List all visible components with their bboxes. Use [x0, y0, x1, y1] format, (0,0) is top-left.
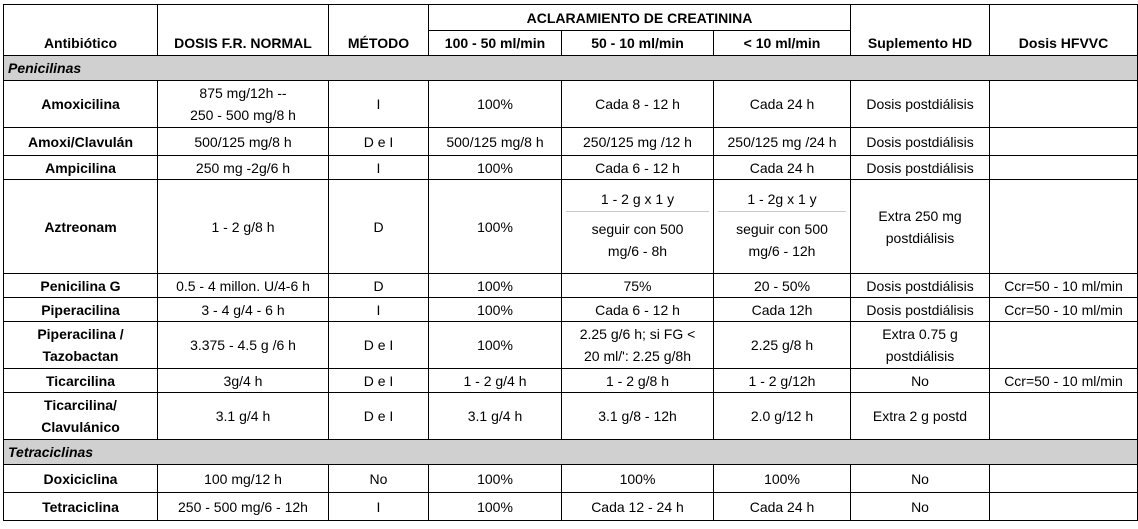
hd-supplement: [851, 180, 990, 274]
col-header-clearance-under-10: < 10 ml/min: [714, 31, 851, 56]
dose-line: 2.25 g/6 h; si FG <: [579, 326, 696, 342]
dose-clearance-under-10: Cada 24 h: [714, 81, 851, 128]
dose-initial: 1 - 2 g x 1 y: [566, 187, 709, 212]
section-label: Tetraciclinas: [4, 440, 1138, 465]
section-label: Penicilinas: [4, 56, 1138, 81]
drug-name: Ticarcilina: [4, 369, 158, 393]
drug-name: Piperacilina: [4, 298, 158, 322]
dose-clearance-50-10: 3.1 g/8 - 12h: [562, 393, 714, 440]
dose-clearance-50-10: 100%: [562, 465, 714, 493]
table-row: [4, 180, 1138, 274]
dose-clearance-100-50: 3.1 g/4 h: [429, 393, 562, 440]
hd-supplement: Dosis postdiálisis: [851, 156, 990, 180]
dose-clearance-100-50: 500/125 mg/8 h: [429, 128, 562, 156]
dose-clearance-under-10: Cada 24 h: [714, 493, 851, 521]
dose-clearance-50-10: 1 - 2 g/8 h: [562, 369, 714, 393]
drug-name-line: Clavulánico: [41, 419, 120, 435]
col-header-hfvvc: Dosis HFVVC: [990, 5, 1138, 56]
dose-maintenance: [566, 212, 709, 266]
table-row: [4, 81, 1138, 128]
method: D: [329, 274, 429, 298]
col-header-metodo: MÉTODO: [329, 5, 429, 56]
drug-name: Aztreonam: [4, 180, 158, 274]
normal-dose: 250 mg -2g/6 h: [158, 156, 329, 180]
drug-name: Doxiciclina: [4, 465, 158, 493]
normal-dose: 3 - 4 g/4 - 6 h: [158, 298, 329, 322]
hd-supplement: Dosis postdiálisis: [851, 274, 990, 298]
dose-clearance-100-50: 100%: [429, 322, 562, 369]
normal-dose-line: 250 - 500 mg/8 h: [190, 107, 296, 123]
dose-clearance-under-10: Cada 24 h: [714, 156, 851, 180]
dose-clearance-100-50: 100%: [429, 274, 562, 298]
table-row: [4, 128, 1138, 156]
normal-dose: 3g/4 h: [158, 369, 329, 393]
normal-dose: 3.375 - 4.5 g /6 h: [158, 322, 329, 369]
normal-dose-line: 875 mg/12h --: [199, 85, 287, 101]
table-row: [4, 156, 1138, 180]
hd-supplement: No: [851, 465, 990, 493]
dose-clearance-100-50: 100%: [429, 81, 562, 128]
dose-clearance-50-10: [562, 322, 714, 369]
dose-clearance-50-10: Cada 12 - 24 h: [562, 493, 714, 521]
hd-line: postdiálisis: [885, 348, 955, 364]
dose-clearance-100-50: 100%: [429, 180, 562, 274]
col-header-aclaramiento: ACLARAMIENTO DE CREATININA: [429, 5, 851, 31]
hfvvc-dose: [990, 322, 1138, 369]
table-row: [4, 298, 1138, 322]
dose-clearance-under-10: 1 - 2 g/12h: [714, 369, 851, 393]
method: I: [329, 298, 429, 322]
normal-dose: 0.5 - 4 millon. U/4-6 h: [158, 274, 329, 298]
dose-clearance-100-50: 100%: [429, 465, 562, 493]
method: I: [329, 156, 429, 180]
hd-supplement: [851, 322, 990, 369]
hfvvc-dose: Ccr=50 - 10 ml/min: [990, 274, 1138, 298]
drug-name-line: Tazobactan: [42, 348, 119, 364]
dose-clearance-under-10: 250/125 mg /24 h: [714, 128, 851, 156]
normal-dose: 3.1 g/4 h: [158, 393, 329, 440]
table-row: [4, 493, 1138, 521]
hd-supplement: Extra 2 g postd: [851, 393, 990, 440]
drug-name: Amoxi/Clavulán: [4, 128, 158, 156]
drug-name-line: Ticarcilina/: [44, 397, 117, 413]
dose-clearance-50-10: 250/125 mg /12 h: [562, 128, 714, 156]
method: D e I: [329, 393, 429, 440]
header-row-1: [4, 5, 1138, 31]
dose-clearance-50-10: Cada 8 - 12 h: [562, 81, 714, 128]
dose-clearance-under-10: [714, 180, 851, 274]
hfvvc-dose: [990, 465, 1138, 493]
table-row: [4, 369, 1138, 393]
hd-supplement: Dosis postdiálisis: [851, 298, 990, 322]
dose-clearance-100-50: 100%: [429, 298, 562, 322]
normal-dose: 100 mg/12 h: [158, 465, 329, 493]
normal-dose: [158, 81, 329, 128]
dose-line: mg/6 - 8h: [607, 243, 668, 259]
hfvvc-dose: Ccr=50 - 10 ml/min: [990, 369, 1138, 393]
dose-clearance-100-50: 100%: [429, 493, 562, 521]
method: I: [329, 493, 429, 521]
dose-clearance-50-10: Cada 6 - 12 h: [562, 298, 714, 322]
normal-dose: 250 - 500 mg/6 - 12h: [158, 493, 329, 521]
drug-name: [4, 393, 158, 440]
dose-clearance-under-10: 20 - 50%: [714, 274, 851, 298]
drug-name: Penicilina G: [4, 274, 158, 298]
hfvvc-dose: [990, 393, 1138, 440]
table-row: [4, 465, 1138, 493]
dose-clearance-50-10: 75%: [562, 274, 714, 298]
col-header-antibiotico: Antibiótico: [4, 5, 158, 56]
method: D e I: [329, 322, 429, 369]
hfvvc-dose: [990, 156, 1138, 180]
dose-clearance-under-10: 2.25 g/8 h: [714, 322, 851, 369]
method: D e I: [329, 128, 429, 156]
table-row: [4, 393, 1138, 440]
dose-clearance-100-50: 100%: [429, 156, 562, 180]
section-row-tetraciclinas: [4, 440, 1138, 465]
hfvvc-dose: [990, 81, 1138, 128]
method: No: [329, 465, 429, 493]
normal-dose: 500/125 mg/8 h: [158, 128, 329, 156]
drug-name: Ampicilina: [4, 156, 158, 180]
col-header-suplemento-hd: Suplemento HD: [851, 5, 990, 56]
dosing-table: [3, 4, 1138, 521]
hd-supplement: Dosis postdiálisis: [851, 128, 990, 156]
hd-line: Extra 0.75 g: [882, 326, 958, 342]
dose-initial: 1 - 2g x 1 y: [718, 187, 846, 212]
dose-clearance-under-10: 100%: [714, 465, 851, 493]
hd-supplement: Dosis postdiálisis: [851, 81, 990, 128]
dose-line: seguir con 500: [736, 221, 828, 237]
dose-line: 20 ml/': 2.25 g/8h: [584, 348, 691, 364]
dose-clearance-50-10: [562, 180, 714, 274]
dose-clearance-100-50: 1 - 2 g/4 h: [429, 369, 562, 393]
dose-line: seguir con 500: [591, 221, 684, 237]
hfvvc-dose: [990, 128, 1138, 156]
hd-supplement: No: [851, 369, 990, 393]
table-row: [4, 274, 1138, 298]
section-row-penicilinas: [4, 56, 1138, 81]
col-header-clearance-100-50: 100 - 50 ml/min: [429, 31, 562, 56]
dose-maintenance: [718, 212, 846, 266]
col-header-clearance-50-10: 50 - 10 ml/min: [562, 31, 714, 56]
drug-name: Tetraciclina: [4, 493, 158, 521]
hd-line: Extra 250 mg: [878, 207, 962, 224]
drug-name: Amoxicilina: [4, 81, 158, 128]
hfvvc-dose: Ccr=50 - 10 ml/min: [990, 298, 1138, 322]
method: I: [329, 81, 429, 128]
drug-name: [4, 322, 158, 369]
col-header-dosis-normal: DOSIS F.R. NORMAL: [158, 5, 329, 56]
hd-line: postdiálisis: [885, 229, 955, 246]
method: D e I: [329, 369, 429, 393]
hfvvc-dose: [990, 493, 1138, 521]
method: D: [329, 180, 429, 274]
dose-clearance-under-10: 2.0 g/12 h: [714, 393, 851, 440]
dose-clearance-50-10: Cada 6 - 12 h: [562, 156, 714, 180]
hfvvc-dose: [990, 180, 1138, 274]
dose-clearance-under-10: Cada 12h: [714, 298, 851, 322]
hd-supplement: No: [851, 493, 990, 521]
normal-dose: 1 - 2 g/8 h: [158, 180, 329, 274]
dose-line: mg/6 - 12h: [748, 243, 816, 259]
drug-name-line: Piperacilina /: [37, 326, 124, 342]
table-row: [4, 322, 1138, 369]
